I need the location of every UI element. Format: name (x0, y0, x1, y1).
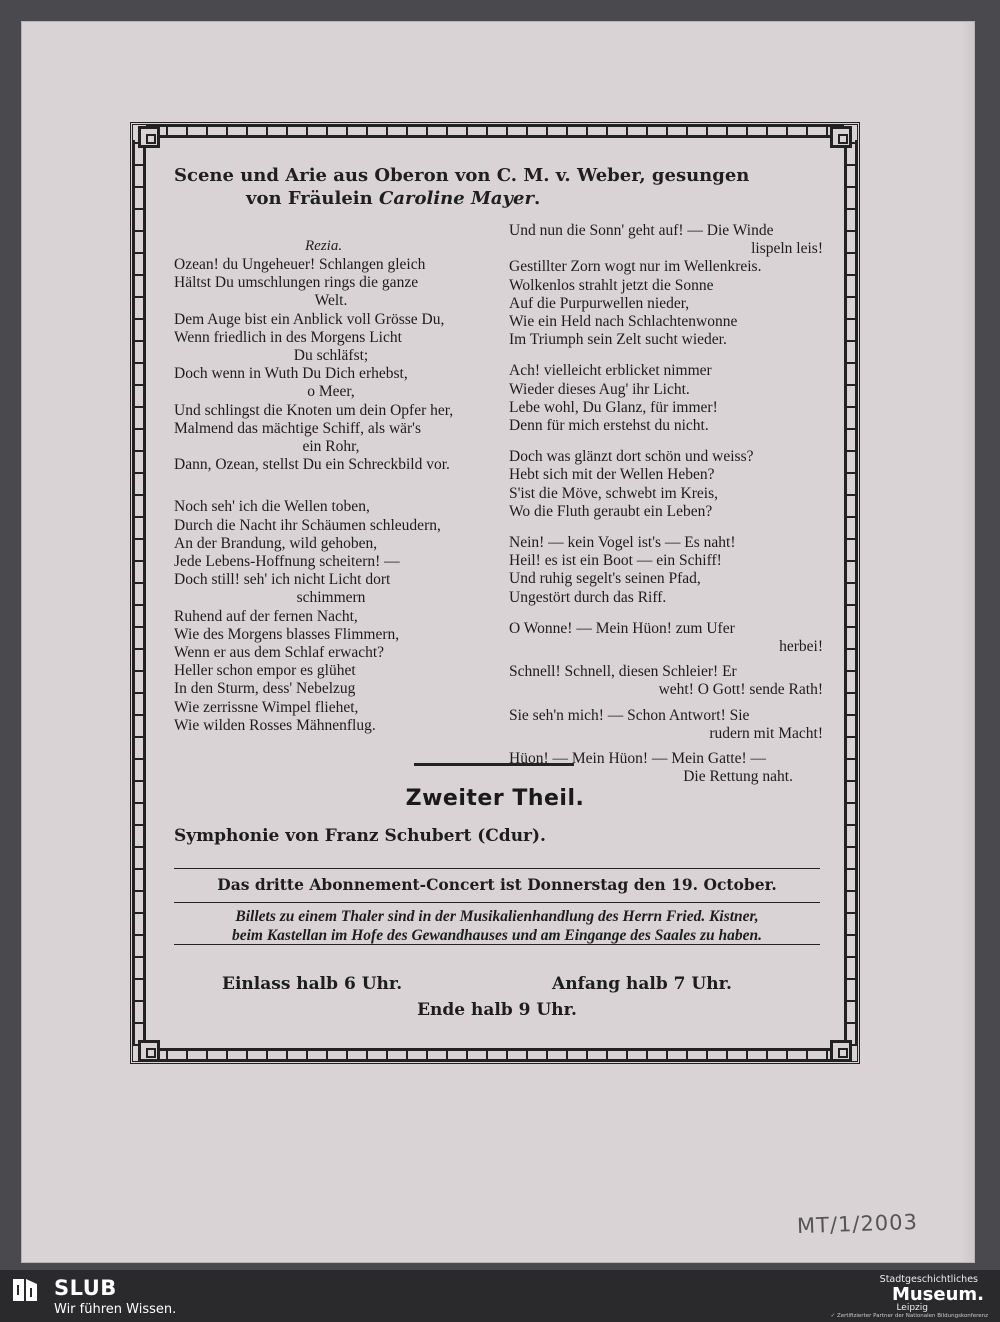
museum-subtitle: Stadtgeschichtliches (879, 1274, 978, 1285)
lyric-line: Denn für mich erstehst du nicht. (509, 417, 709, 435)
lyric-line: Hältst Du umschlungen rings die ganze (174, 274, 419, 292)
ticket-info-line-2: beim Kastellan im Hofe des Gewandhauses und am Eingange des Saales zu haben. (231, 927, 763, 944)
lyric-line: Doch was glänzt dort schön und weiss? (509, 448, 754, 466)
lyric-line: Ach! vielleicht erblicket nimmer (509, 362, 712, 380)
lyric-line: S'ist die Möve, schwebt im Kreis, (509, 484, 719, 502)
title-suffix: . (533, 188, 541, 209)
title-line-2 (174, 187, 834, 210)
frame-border-top (146, 124, 844, 138)
lyric-line: Wie wilden Rosses Mähnenflug. (174, 716, 376, 734)
lyric-line: Nein! — kein Vogel ist's — Es naht! (509, 534, 736, 552)
title-line-1: Scene und Arie aus Oberon von C. M. v. Weber, gesungen (174, 165, 750, 186)
lyric-line: Jede Lebens-Hoffnung scheitern! — (174, 553, 400, 571)
slub-tagline: Wir führen Wissen. (54, 1302, 177, 1317)
lyric-line: Die Rettung naht. (683, 768, 793, 786)
lyric-line: Wenn er aus dem Schlaf erwacht? (174, 644, 385, 662)
singer-name: Caroline Mayer (379, 188, 534, 209)
lyric-line: Wenn friedlich in des Morgens Licht (174, 328, 402, 346)
lyric-line: Ozean! du Ungeheuer! Schlangen gleich (174, 256, 426, 273)
frame-border-bottom (146, 1048, 844, 1062)
lyric-line: o Meer, (307, 383, 355, 401)
lyric-line: Ruhend auf der fernen Nacht, (174, 607, 358, 625)
museum-certification-note: ✓ Zertifizierter Partner der Nationalen Bildungskonferenz (830, 1313, 988, 1319)
lyric-line: lispeln leis! (751, 240, 823, 258)
lyric-line: Schnell! Schnell, diesen Schleier! Er (509, 663, 737, 681)
lyric-line: Doch still! seh' ich nicht Licht dort (174, 571, 391, 589)
lyric-line: Auf die Purpurwellen nieder, (509, 294, 690, 312)
lyric-line: Hüon! — Mein Hüon! — Mein Gatte! — (509, 750, 766, 768)
lyric-line: schimmern (296, 589, 366, 607)
frame-corner-ornament (830, 1040, 852, 1062)
slub-logo-icon (10, 1275, 40, 1305)
divider-line (174, 868, 820, 869)
lyric-line: herbei! (779, 638, 823, 656)
lyric-line: Dann, Ozean, stellst Du ein Schreckbild vor. (174, 456, 450, 474)
lyric-line: weht! O Gott! sende Rath! (658, 681, 823, 699)
end-time: Ende halb 9 Uhr. (417, 1000, 577, 1020)
lyric-line: Dem Auge bist ein Anblick voll Grösse Du, (174, 310, 445, 328)
lyric-line: Wolkenlos strahlt jetzt die Sonne (509, 276, 714, 294)
lyric-line: Wie zerrissne Wimpel fliehet, (174, 698, 359, 716)
frame-corner-ornament (138, 126, 160, 148)
ticket-info (174, 907, 820, 945)
section-divider (414, 763, 574, 766)
museum-logo-text[interactable]: Museum. (891, 1284, 984, 1305)
lyric-line: Heil! es ist ein Boot — ein Schiff! (509, 552, 722, 570)
lyric-line: Ungestört durch das Riff. (509, 588, 667, 606)
title-prefix: von Fräulein (246, 188, 379, 209)
lyrics-right-column (509, 222, 823, 786)
next-concert-notice: Das dritte Abonnement-Concert ist Donnerstag den 19. October. (217, 875, 777, 894)
start-time: Anfang halb 7 Uhr. (552, 974, 732, 994)
lyric-line: Du schläfst; (293, 347, 369, 365)
symphony-line: Symphonie von Franz Schubert (Cdur). (174, 826, 546, 846)
lyric-line: In den Sturm, dess' Nebelzug (174, 680, 356, 698)
frame-border-right (844, 140, 858, 1046)
ticket-info-line-1: Billets zu einem Thaler sind in der Musikalienhandlung des Herrn Fried. Kistner, (235, 908, 759, 925)
lyric-line: Malmend das mächtige Schiff, als wär's (174, 419, 422, 437)
lyric-line: Und nun die Sonn' geht auf! — Die Winde (509, 222, 774, 239)
footer-bar (0, 1270, 1000, 1322)
lyric-line: O Wonne! — Mein Hüon! zum Ufer (509, 619, 735, 637)
lyric-line: Wie ein Held nach Schlachtenwonne (509, 313, 738, 331)
frame-corner-ornament (138, 1040, 160, 1062)
lyric-line: Und schlingst die Knoten um dein Opfer her, (174, 401, 454, 419)
lyric-line: Wie des Morgens blasses Flimmern, (174, 625, 400, 643)
museum-city: Leipzig (896, 1303, 928, 1313)
frame-corner-ornament (830, 126, 852, 148)
archive-signature: MT/1/2003 (796, 1209, 919, 1239)
lyric-line: Im Triumph sein Zelt sucht wieder. (509, 331, 727, 349)
lyric-line: Hebt sich mit der Wellen Heben? (509, 466, 715, 484)
lyric-line: Doch wenn in Wuth Du Dich erhebst, (174, 365, 408, 383)
slub-logo-text[interactable]: SLUB (54, 1276, 117, 1300)
lyric-line: ein Rohr, (302, 438, 360, 456)
piece-title (174, 164, 834, 210)
speaker-label: Rezia. (305, 238, 343, 254)
part-two-heading: Zweiter Theil. (405, 786, 585, 811)
lyric-line: Durch die Nacht ihr Schäumen schleudern, (174, 516, 441, 534)
divider-line (174, 902, 820, 903)
lyric-line: Heller schon empor es glühet (174, 662, 356, 680)
frame-border-left (132, 140, 146, 1046)
lyric-line: Gestillter Zorn wogt nur im Wellenkreis. (509, 258, 762, 276)
lyric-line: Und ruhig segelt's seinen Pfad, (509, 570, 701, 588)
lyrics-left-column (174, 238, 488, 735)
lyric-line: Noch seh' ich die Wellen toben, (174, 498, 370, 516)
lyric-line: rudern mit Macht! (709, 724, 823, 742)
lyric-line: Wieder dieses Aug' ihr Licht. (509, 380, 690, 398)
lyric-line: Wo die Fluth geraubt ein Leben? (509, 502, 713, 520)
entry-time: Einlass halb 6 Uhr. (222, 974, 403, 994)
lyric-line: An der Brandung, wild gehoben, (174, 534, 378, 552)
divider-line (174, 944, 820, 945)
lyric-line: Lebe wohl, Du Glanz, für immer! (509, 398, 718, 416)
lyric-line: Welt. (314, 292, 348, 310)
lyric-line: Sie seh'n mich! — Schon Antwort! Sie (509, 706, 750, 724)
